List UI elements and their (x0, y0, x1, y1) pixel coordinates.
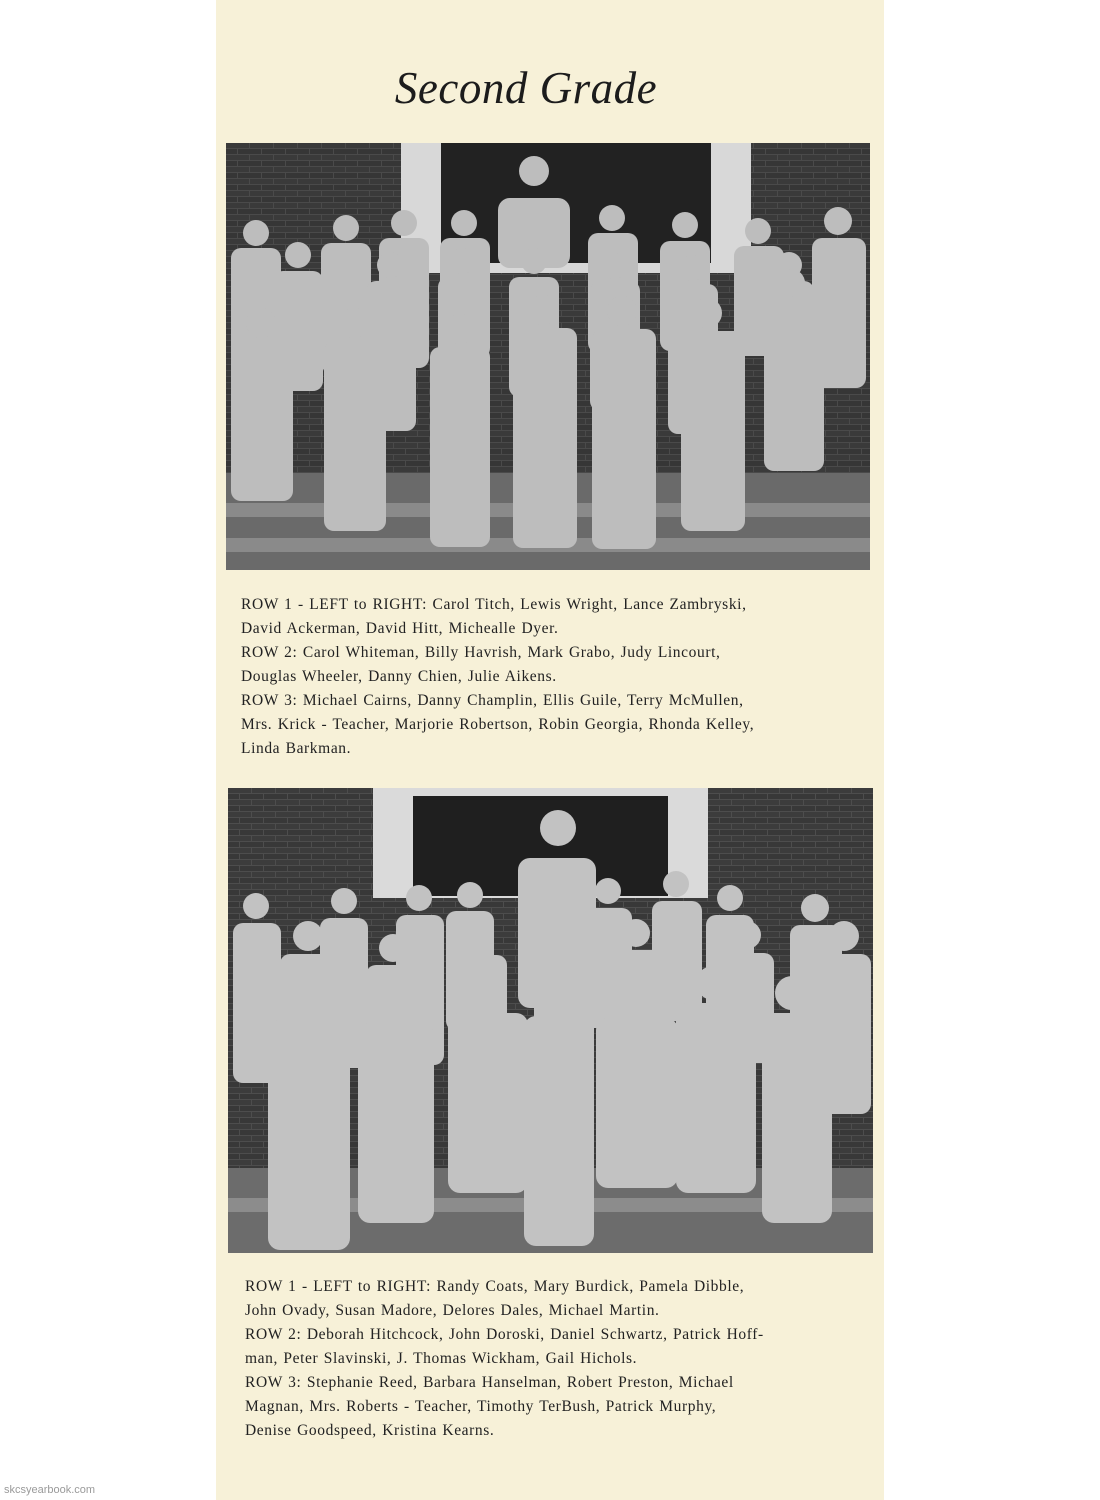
photo-1-caption (241, 593, 881, 761)
class-photo-2-image (228, 788, 873, 1253)
caption-line: Mrs. Krick - Teacher, Marjorie Robertson, Robin Georgia, Rhonda Kelley, (241, 716, 755, 733)
caption-line: ROW 3: Stephanie Reed, Barbara Hanselman, Robert Preston, Michael (245, 1374, 734, 1391)
page-title: Second Grade (394, 63, 658, 113)
caption-line: man, Peter Slavinski, J. Thomas Wickham, Gail Hichols. (245, 1350, 638, 1367)
caption-line: Denise Goodspeed, Kristina Kearns. (245, 1422, 495, 1439)
photo-2-caption (245, 1275, 885, 1443)
caption-line: ROW 2: Deborah Hitchcock, John Doroski, Daniel Schwartz, Patrick Hoff- (245, 1326, 764, 1343)
class-photo-2 (228, 788, 873, 1253)
caption-line: ROW 1 - LEFT to RIGHT: Randy Coats, Mary Burdick, Pamela Dibble, (245, 1278, 745, 1295)
caption-line: John Ovady, Susan Madore, Delores Dales, Michael Martin. (245, 1302, 660, 1319)
class-photo-1 (226, 143, 870, 570)
caption-line: ROW 2: Carol Whiteman, Billy Havrish, Mark Grabo, Judy Lincourt, (241, 644, 721, 661)
caption-line: Magnan, Mrs. Roberts - Teacher, Timothy TerBush, Patrick Murphy, (245, 1398, 717, 1415)
class-photo-1-image (226, 143, 870, 570)
caption-line: Linda Barkman. (241, 740, 352, 757)
caption-line: ROW 3: Michael Cairns, Danny Champlin, Ellis Guile, Terry McMullen, (241, 692, 744, 709)
caption-line: Douglas Wheeler, Danny Chien, Julie Aikens. (241, 668, 557, 685)
watermark: skcsyearbook.com (4, 1484, 96, 1496)
caption-line: David Ackerman, David Hitt, Michealle Dyer. (241, 620, 559, 637)
caption-line: ROW 1 - LEFT to RIGHT: Carol Titch, Lewis Wright, Lance Zambryski, (241, 596, 747, 613)
